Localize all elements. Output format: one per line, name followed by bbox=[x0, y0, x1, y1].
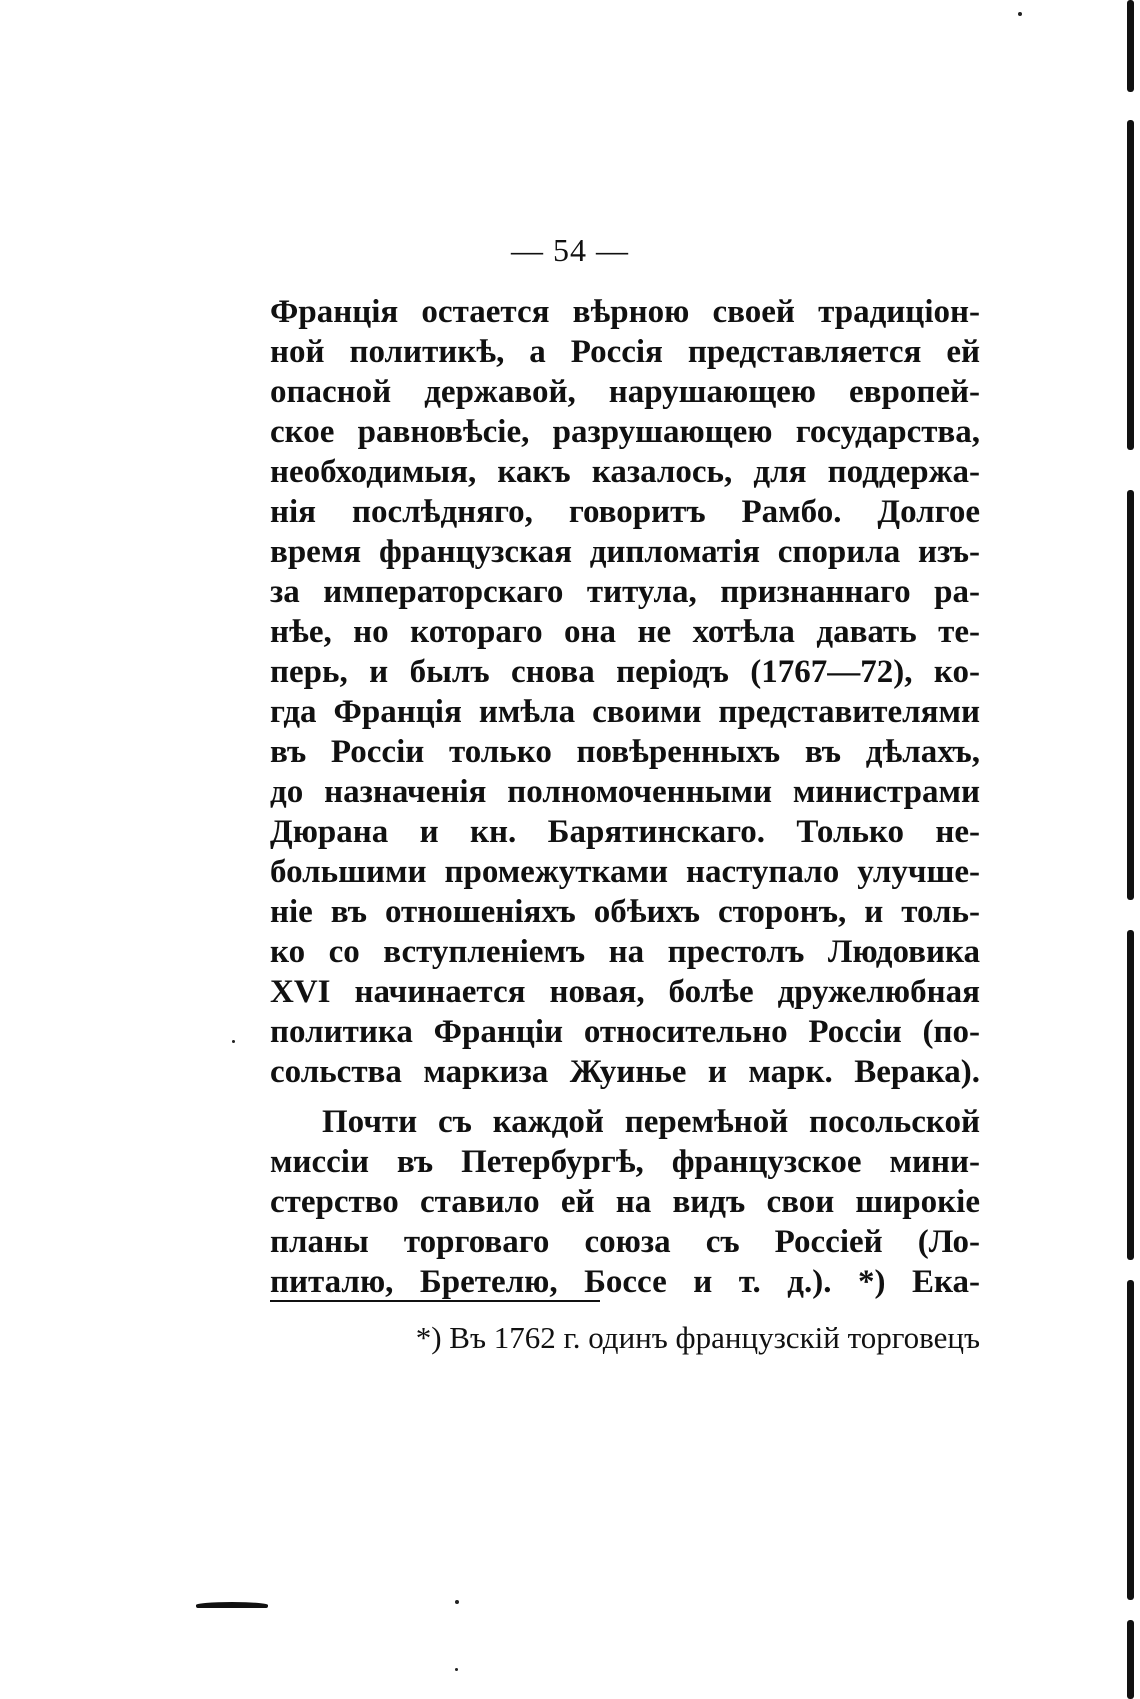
edge-shadow bbox=[1127, 1620, 1134, 1699]
text-line: ко со вступленiемъ на престолъ Людовика bbox=[270, 934, 980, 970]
ink-speck bbox=[455, 1600, 459, 1604]
ink-speck bbox=[232, 1040, 235, 1043]
binding-edge bbox=[1120, 0, 1140, 1699]
text-line: перь, и былъ снова перiодъ (1767—72), ко- bbox=[270, 654, 980, 690]
text-line: до назначенiя полномоченными министрами bbox=[270, 774, 980, 810]
ink-blot bbox=[196, 1602, 268, 1608]
edge-shadow bbox=[1127, 120, 1134, 450]
text-line: стерство ставило ей на видъ свои широкiе bbox=[270, 1184, 980, 1220]
text-line: Францiя остается вѣрною своей традицiон- bbox=[270, 294, 980, 330]
text-line: въ Россiи только повѣренныхъ въ дѣлахъ, bbox=[270, 734, 980, 770]
text-line: XVI начинается новая, болѣе дружелюбная bbox=[270, 974, 980, 1010]
edge-shadow bbox=[1127, 490, 1134, 900]
text-line: гда Францiя имѣла своими представителями bbox=[270, 694, 980, 730]
text-line: время французская дипломатiя спорила изъ- bbox=[270, 534, 980, 570]
footnote-separator bbox=[270, 1300, 600, 1302]
paragraph-gap bbox=[270, 1092, 980, 1102]
text-line: питалю, Бретелю, Боссе и т. д.). *) Ека- bbox=[270, 1264, 980, 1300]
paragraph-1 bbox=[270, 292, 980, 1092]
text-line: ское равновѣсiе, разрушающею государства, bbox=[270, 414, 980, 450]
footnote: *) Въ 1762 г. одинъ французскiй торговецъ bbox=[415, 1320, 980, 1355]
edge-shadow bbox=[1127, 930, 1134, 1260]
text-line: опасной державой, нарушающею европей- bbox=[270, 374, 980, 410]
text-line: нiе въ отношенiяхъ обѣихъ сторонъ, и толь- bbox=[270, 894, 980, 930]
text-line: сольства маркиза Жуинье и марк. Верака). bbox=[270, 1054, 980, 1090]
edge-shadow bbox=[1127, 0, 1134, 92]
body-text bbox=[270, 292, 980, 1302]
ink-speck bbox=[455, 1668, 458, 1671]
edge-shadow bbox=[1127, 1280, 1134, 1600]
text-line: Почти съ каждой перемѣной посольской bbox=[322, 1104, 980, 1140]
text-line: нѣе, но котораго она не хотѣла давать те- bbox=[270, 614, 980, 650]
text-line: Дюрана и кн. Барятинскаго. Только не- bbox=[270, 814, 980, 850]
page-number: — 54 — bbox=[511, 232, 629, 268]
paragraph-2 bbox=[270, 1102, 980, 1302]
text-line: за императорскаго титула, признаннаго ра- bbox=[270, 574, 980, 610]
text-line: необходимыя, какъ казалось, для поддержа- bbox=[270, 454, 980, 490]
text-line: миссiи въ Петербургѣ, французское мини- bbox=[270, 1144, 980, 1180]
text-line: нiя послѣдняго, говоритъ Рамбо. Долгое bbox=[270, 494, 980, 530]
text-line: большими промежутками наступало улучше- bbox=[270, 854, 980, 890]
text-line: ной политикѣ, а Россiя представляется ей bbox=[270, 334, 980, 370]
ink-speck bbox=[1018, 12, 1022, 16]
text-line: политика Францiи относительно Россiи (по- bbox=[270, 1014, 980, 1050]
text-line: планы торговаго союза съ Россiей (Ло- bbox=[270, 1224, 980, 1260]
